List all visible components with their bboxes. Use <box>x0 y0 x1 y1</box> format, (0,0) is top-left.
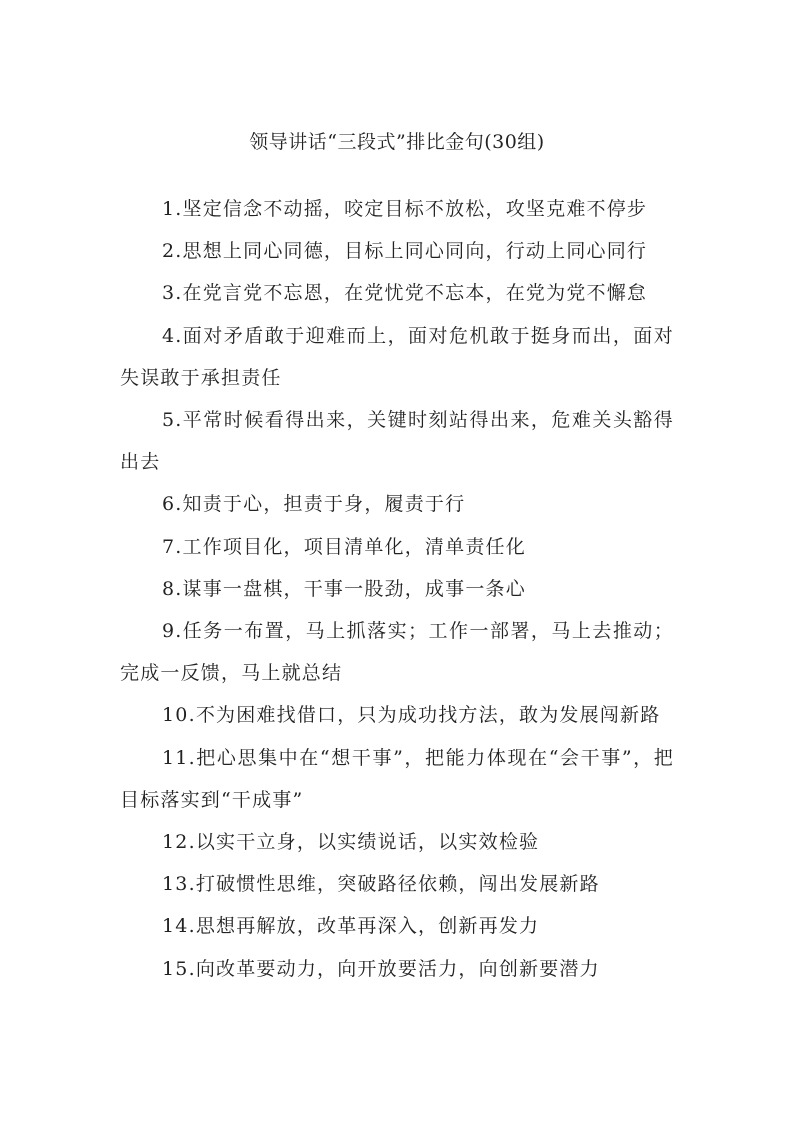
list-item: 7.工作项目化，项目清单化，清单责任化 <box>162 535 526 558</box>
list-item: 4.面对矛盾敢于迎难而上，面对危机敢于挺身而出，面对失误敢于承担责任 <box>120 324 674 389</box>
list-item: 6.知责于心，担责于身，履责于行 <box>162 493 466 516</box>
phrase-list <box>120 188 674 990</box>
list-item: 14.思想再解放，改革再深入，创新再发力 <box>162 915 540 938</box>
list-item: 1.坚定信念不动摇，咬定目标不放松，攻坚克难不停步 <box>162 198 648 220</box>
document-title: 领导讲话“三段式”排比金句(30组) <box>249 131 545 153</box>
list-item: 11.把心思集中在“想干事”，把能力体现在“会干事”，把目标落实到“干成事” <box>120 746 674 811</box>
list-item: 13.打破惯性思维，突破路径依赖，闯出发展新路 <box>162 873 600 896</box>
list-item: 2.思想上同心同德，目标上同心同向，行动上同心同行 <box>162 240 648 263</box>
list-item: 5.平常时候看得出来，关键时刻站得出来，危难关头豁得出去 <box>120 409 674 474</box>
list-item: 10.不为困难找借口，只为成功找方法，敢为发展闯新路 <box>162 704 661 727</box>
list-item: 3.在党言党不忘恩，在党忧党不忘本，在党为党不懈怠 <box>162 282 648 305</box>
list-item: 15.向改革要动力，向开放要活力，向创新要潜力 <box>162 957 600 980</box>
list-item: 8.谋事一盘棋，干事一股劲，成事一条心 <box>162 577 526 600</box>
list-item: 9.任务一布置，马上抓落实；工作一部署，马上去推动；完成一反馈，马上就总结 <box>120 620 674 685</box>
list-item: 12.以实干立身，以实绩说话，以实效检验 <box>162 831 540 854</box>
